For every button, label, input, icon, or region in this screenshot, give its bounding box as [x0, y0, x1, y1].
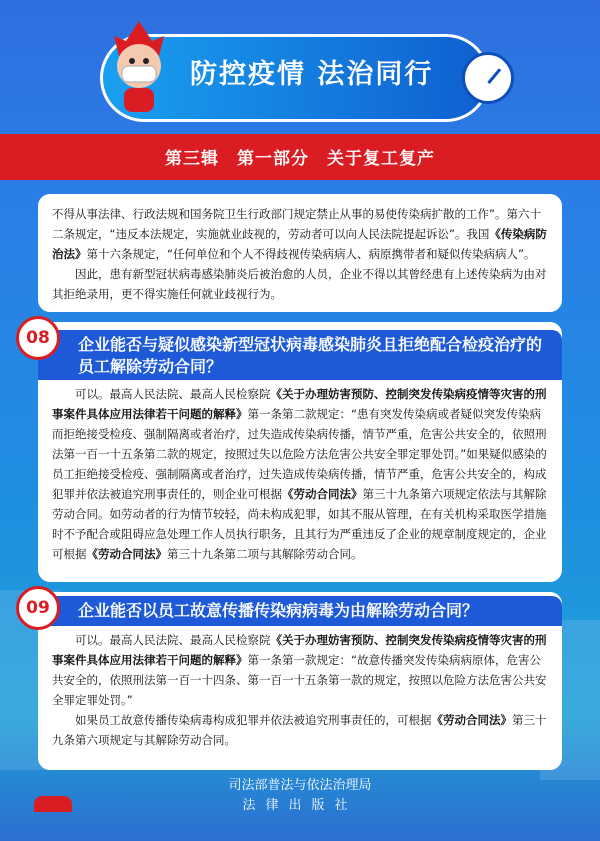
q9-answer-paragraph-1: 可以。最高人民法院、最高人民检察院《关于办理妨害预防、控制突发传染病疫情等灾害的刑事案件具体应用法律若干问题的解释》第一条第一款规定：“故意传播突发传染病病原体，危害公共安全的，依照刑法第一百一十四条、第一百一十五条第一款的规定，按照以危险方法危害公共安全罪定罪处罚。” — [52, 633, 547, 707]
intro-paragraph-1: 不得从事法律、行政法规和国务院卫生行政部门规定禁止从事的易使传染病扩散的工作”。第六十二条规定，“违反本法规定，实施就业歧视的，劳动者可以向人民法院提起诉讼”。我国《传染病防治法》第十六条规定，“任何单位和个人不得歧视传染病病人、病原携带者和疑似传染病病人”。 — [52, 207, 547, 261]
q8-answer-paragraph: 可以。最高人民法院、最高人民检察院《关于办理妨害预防、控制突发传染病疫情等灾害的刑事案件具体应用法律若干问题的解释》第一条第二款规定：“患有突发传染病或者疑似突发传染病而拒绝接受检疫、强制隔离或者治疗，过失造成传染病传播，情节严重，危害公共安全的，依照刑法第一百一十五条第二款的规定，按照过失以危险方法危害公共安全罪定罪处罚。”如果疑似感染的员工拒绝接受检疫、强制隔离或者治疗，过失造成传染病传播，情节严重，危害公共安全的，构成犯罪并依法被追究刑事责任的，则企业可根据《劳动合同法》第三十九条第六项规定依法与其解除劳动合同。如劳动者的行为情节较轻，尚未构成犯罪，如其不服从管理，在有关机构采取医学措施时不予配合或阻碍应急处理工作人员执行职务，且其行为严重违反了企业的规章制度规定的，企业可根据《劳动合同法》第三十九条第二项与其解除劳动合同。 — [52, 387, 547, 561]
q9-card — [38, 592, 562, 770]
q8-question-text: 企业能否与疑似感染新型冠状病毒感染肺炎且拒绝配合检疫治疗的员工解除劳动合同？ — [78, 335, 543, 376]
intro-card — [38, 194, 562, 312]
q9-question-text: 企业能否以员工故意传播传染病病毒为由解除劳动合同？ — [78, 601, 479, 620]
q8-number-badge: 08 — [16, 316, 60, 360]
q9-number-badge: 09 — [16, 586, 60, 630]
footer-publisher-2: 法律出版社 — [242, 798, 358, 813]
intro-paragraph-2: 因此，患有新型冠状病毒感染肺炎后被治愈的人员，企业不得以其曾经患有上述传染病为由对其拒绝录用，更不得实施任何就业歧视行为。 — [52, 267, 547, 301]
mascot-icon — [104, 16, 174, 116]
section-title: 第三辑 第一部分 关于复工复产 — [165, 149, 435, 169]
footer — [0, 776, 600, 816]
q9-question-header — [38, 596, 562, 626]
footer-publisher-1: 司法部普法与依法治理局 — [228, 778, 372, 793]
page-title: 防控疫情 法治同行 — [190, 59, 434, 90]
q9-answer-paragraph-2: 如果员工故意传播传染病毒构成犯罪并依法被追究刑事责任的，可根据《劳动合同法》第三十九条第六项规定与其解除劳动合同。 — [52, 713, 547, 747]
q8-card — [38, 322, 562, 582]
clock-icon — [462, 52, 514, 104]
q8-question-header — [38, 330, 562, 380]
